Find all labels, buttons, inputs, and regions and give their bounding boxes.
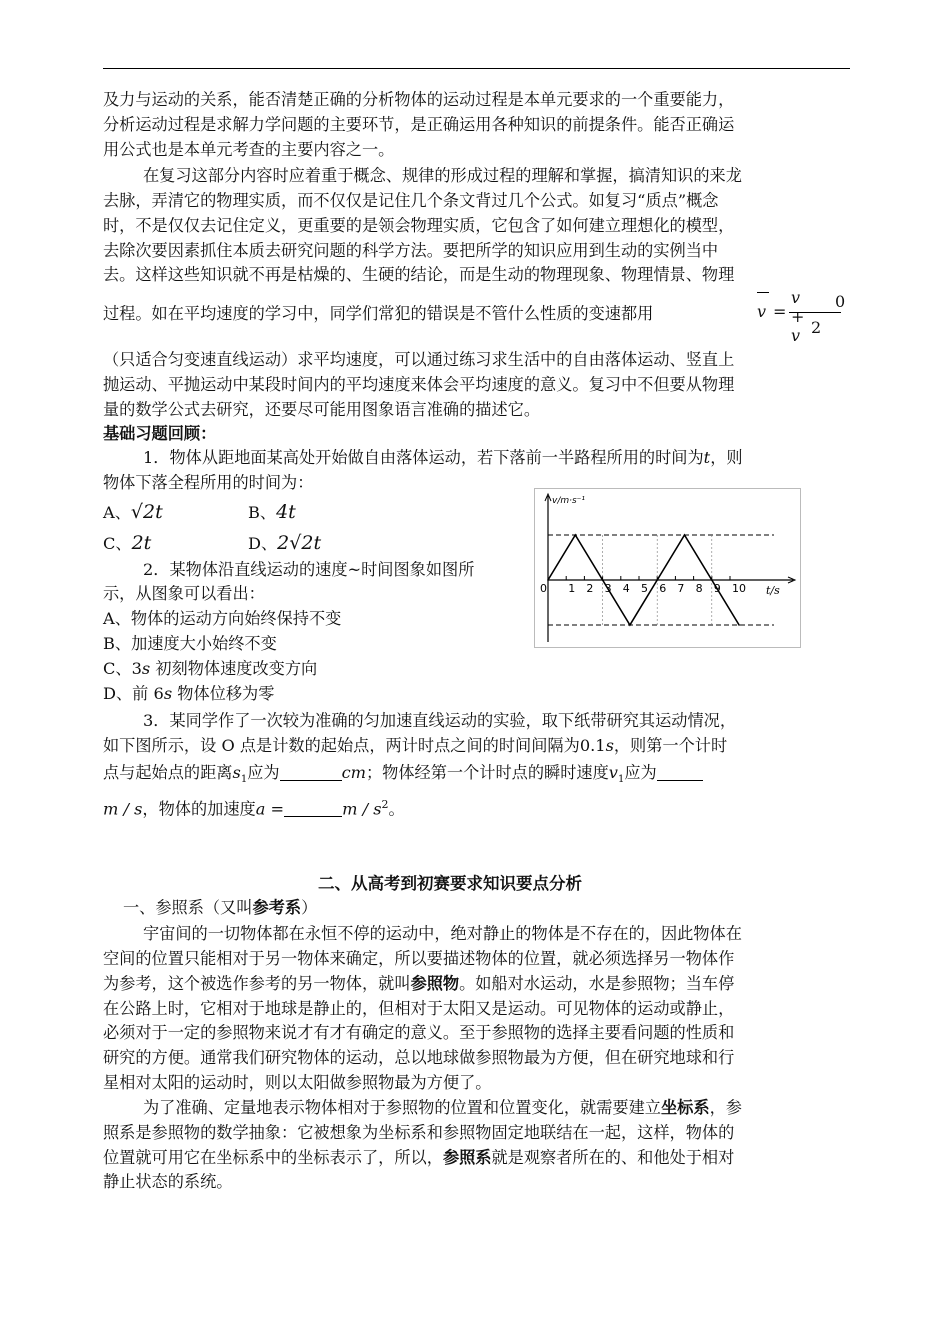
velocity-point-6 [711,579,713,581]
velocity-point-5 [684,534,686,536]
answer-blank-s1[interactable] [280,764,342,781]
para2-line-6: 过程。如在平均速度的学习中，同学们常犯的错误是不管什么性质的变速都用 [103,304,654,323]
q1-option-b: B、4t [248,501,296,523]
q2-option-a: A、物体的运动方向始终保持不变 [103,609,342,628]
x-axis-label: t/s [766,584,780,597]
q1-line-2: 物体下落全程所用的时间为： [103,473,314,492]
coord-para-line-2: 照系是参照物的数学抽象：它被想象为坐标系和参照物固定地联结在一起，这样，物体的 [103,1123,735,1142]
graph-frame [535,489,801,648]
q2-option-d: D、前 6s 物体位移为零 [103,684,275,703]
intro-line-2: 分析运动过程是求解力学问题的主要环节，是正确运用各种知识的前提条件。能否正确运 [103,115,735,134]
q3-line-1: 3．某同学作了一次较为准确的匀加速直线运动的实验，取下纸带研究其运动情况， [143,711,737,730]
ref-para-line-6: 研究的方便。通常我们研究物体的运动，总以地球做参照物最为方便，但在研究地球和行 [103,1048,735,1067]
answer-blank-a[interactable] [284,800,342,817]
velocity-point-3 [629,624,631,626]
q1-option-c: C、2t [103,532,152,554]
ref-para-line-4: 在公路上时，它相对于地球是静止的，但相对于太阳又是运动。可见物体的运动或静止， [103,999,735,1018]
coord-para-line-1: 为了准确、定量地表示物体相对于参照物的位置和位置变化，就需要建立坐标系，参 [143,1098,742,1117]
y-axis-label: v/m·s⁻¹ [552,496,586,506]
x-tick-label-9: 9 [713,582,721,595]
para2-line-9: 量的数学公式去研究，还要尽可能用图象语言准确的描述它。 [103,400,541,419]
q1-line-1: 1．物体从距地面某高处开始做自由落体运动，若下落前一半路程所用的时间为t，则 [143,448,743,467]
x-tick-label-8: 8 [695,582,703,595]
ref-para-line-5: 必须对于一定的参照物来说才有才有确定的意义。至于参照物的选择主要看问题的性质和 [103,1023,735,1042]
velocity-point-7 [738,624,740,626]
formula-denominator: 2 [811,318,822,337]
ref-para-line-3: 为参考，这个被选作参考的另一物体，就叫参照物。如船对水运动，水是参照物；当车停 [103,974,735,993]
x-tick-label-0: 0 [540,582,547,595]
q3-line-2: 如下图所示，设 O 点是计数的起始点，两计时点之间的时间间隔为0.1s，则第一个计时 [103,736,728,755]
para2-line-3: 时，不是仅仅去记住定义，更重要的是领会物理实质，它包含了如何建立理想化的模型， [103,216,735,235]
q2-option-c: C、3s 初刻物体速度改变方向 [103,659,318,678]
section2-title: 二、从高考到初赛要求知识要点分析 [318,874,582,893]
intro-line-3: 用公式也是本单元考查的主要内容之一。 [103,140,395,159]
formula-numerator: v + v [791,288,805,345]
x-tick-label-6: 6 [659,582,667,595]
q2-line-1: 2．某物体沿直线运动的速度~时间图象如图所 [143,560,475,579]
velocity-point-1 [575,534,577,536]
para2-line-5: 去。这样这些知识就不再是枯燥的、生硬的结论，而是生动的物理现象、物理情景、物理 [103,265,735,284]
coord-para-line-3: 位置就可用它在坐标系中的坐标表示了，所以，参照系就是观察者所在的、和他处于相对 [103,1148,735,1167]
header-rule [103,68,850,69]
x-tick-label-4: 4 [622,582,630,595]
x-tick-label-5: 5 [641,582,648,595]
formula-subscript: 0 [835,292,846,311]
x-tick-label-3: 3 [604,582,612,595]
q2-line-2: 示，从图象可以看出： [103,584,265,603]
velocity-point-4 [656,579,658,581]
para2-line-4: 去除次要因素抓住本质去研究问题的科学方法。要把所学的知识应用到生动的实例当中 [103,241,719,260]
para2-line-7: （只适合匀变速直线运动）求平均速度，可以通过练习求生活中的自由落体运动、竖直上 [103,350,735,369]
q1-option-d: D、2√2t [248,532,322,554]
intro-line-1: 及力与运动的关系，能否清楚正确的分析物体的运动过程是本单元要求的一个重要能力， [103,90,735,109]
formula-lhs: v [757,302,767,321]
para2-line-8: 抛运动、平抛运动中某段时间内的平均速度来体会平均速度的意义。复习中不但要从物理 [103,375,735,394]
velocity-time-graph [534,488,801,648]
x-tick-label-2: 2 [586,582,594,595]
x-tick-label-7: 7 [677,582,685,595]
para2-line-2: 去脉，弄清它的物理实质，而不仅仅是记住几个条文背过几个公式。如复习“质点”概念 [103,191,719,210]
q1-option-a: A、√2t [103,501,163,523]
ref-para-line-7: 星相对太阳的运动时，则以太阳做参照物最为方便了。 [103,1073,492,1092]
q3-line-4: m / s，物体的加速度$a = m / s^2$。 [103,798,405,819]
ref-para-line-2: 空间的位置只能相对于另一物体来确定，所以要描述物体的位置，就必须选择另一物体作 [103,949,735,968]
ref-para-line-1: 宇宙间的一切物体都在永恒不停的运动中，绝对静止的物体是不存在的，因此物体在 [143,924,742,943]
x-tick-label-1: 1 [568,582,576,595]
answer-blank-v1[interactable] [657,764,703,781]
x-tick-label-10: 10 [732,582,746,595]
section2-subheading: 一、参照系（又叫参考系） [123,898,318,917]
coord-para-line-4: 静止状态的系统。 [103,1172,233,1191]
para2-line-1: 在复习这部分内容时应着重于概念、规律的形成过程的理解和掌握，搞清知识的来龙 [143,166,742,185]
velocity-point-0 [547,579,549,581]
q3-line-3: 点与起始点的距离$s_1$应为 cm；物体经第一个计时点的瞬时速度$v_1$应为 [103,761,703,792]
velocity-point-2 [602,579,604,581]
review-heading: 基础习题回顾： [103,424,217,443]
q2-option-b: B、加速度大小始终不变 [103,634,277,653]
